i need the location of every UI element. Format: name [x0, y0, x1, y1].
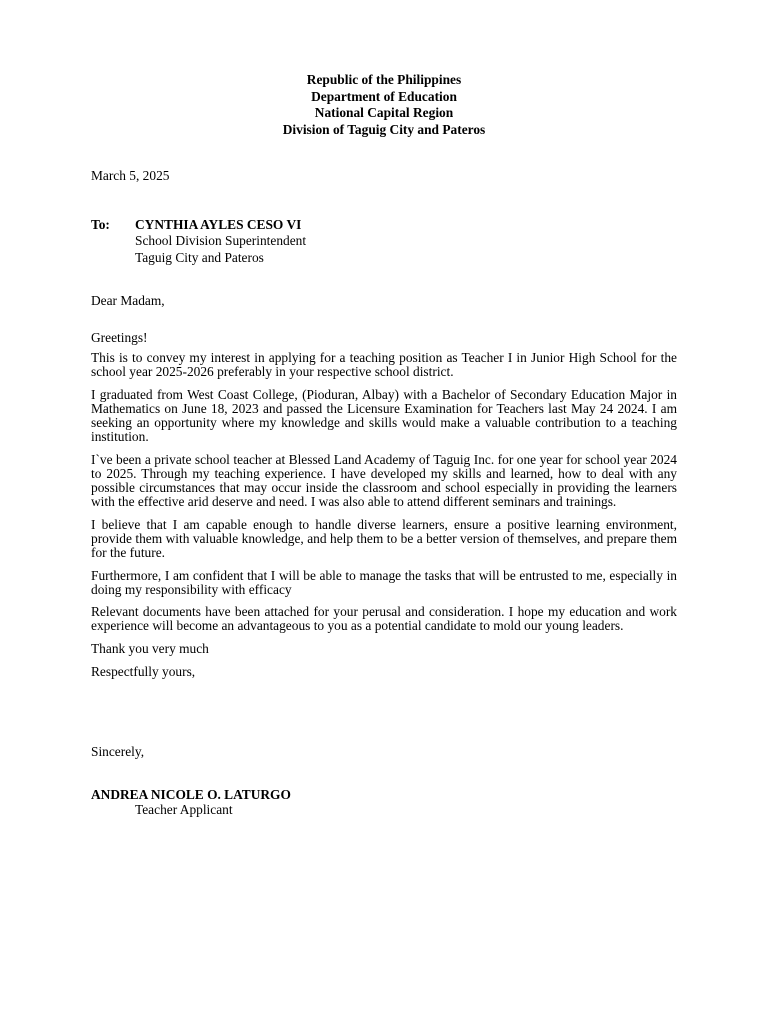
salutation: Dear Madam, [91, 293, 165, 308]
recipient-location: Taguig City and Pateros [135, 249, 264, 265]
recipient-name: CYNTHIA AYLES CESO VI [135, 217, 302, 232]
letterhead [0, 72, 768, 138]
letterhead-line-department: Department of Education [311, 88, 457, 104]
paragraph-thanks: Thank you very much [91, 641, 209, 657]
paragraph-education: I graduated from West Coast College, (Pioduran, Albay) with a Bachelor of Secondary Education Major in Mathematics on June 18, 2023 and passed the Licensure Examination for Teachers last May 24 2024. I am seeking an opportunity where my knowledge and skills would make a valuable contribution to a teaching institution. [91, 386, 677, 445]
greeting: Greetings! [91, 330, 148, 345]
letterhead-line-division: Division of Taguig City and Pateros [282, 121, 486, 137]
letterhead-line-republic: Republic of the Philippines [306, 72, 462, 87]
recipient-title: School Division Superintendent [135, 233, 307, 249]
paragraph-documents: Relevant documents have been attached for your perusal and consideration. I hope my education and work experience will become an advantageous to you as a potential candidate to mold our young leaders. [91, 604, 677, 634]
letter-date: March 5, 2025 [91, 168, 170, 183]
paragraph-interest: This is to convey my interest in applying for a teaching position as Teacher I in Junior High School for the school year 2025-2026 preferably in your respective school district. [91, 350, 677, 380]
paragraph-capability: I believe that I am capable enough to handle diverse learners, ensure a positive learning environment, provide them with valuable knowledge, and help them to be a better version of themselves, and prepare them for the future. [91, 516, 677, 560]
signatory-name: ANDREA NICOLE O. LATURGO [91, 787, 291, 802]
letter-body [91, 351, 677, 688]
paragraph-confidence: Furthermore, I am confident that I will be able to manage the tasks that will be entrusted to me, especially in doing my responsibility with efficacy [91, 567, 677, 597]
recipient-label: To: [91, 217, 110, 232]
paragraph-respectfully: Respectfully yours, [91, 663, 196, 679]
paragraph-experience: I`ve been a private school teacher at Blessed Land Academy of Taguig Inc. for one year for school year 2024 to 2025. Through my teaching experience. I have developed my skills and learned, how to deal with any possible circumstances that may occur inside the classroom and school especially in providing the learners with the effective arid deserve and need. I was also able to attend different seminars and trainings. [91, 451, 677, 510]
signatory-title: Teacher Applicant [135, 802, 233, 817]
closing: Sincerely, [91, 744, 145, 759]
letterhead-line-region: National Capital Region [314, 105, 454, 120]
